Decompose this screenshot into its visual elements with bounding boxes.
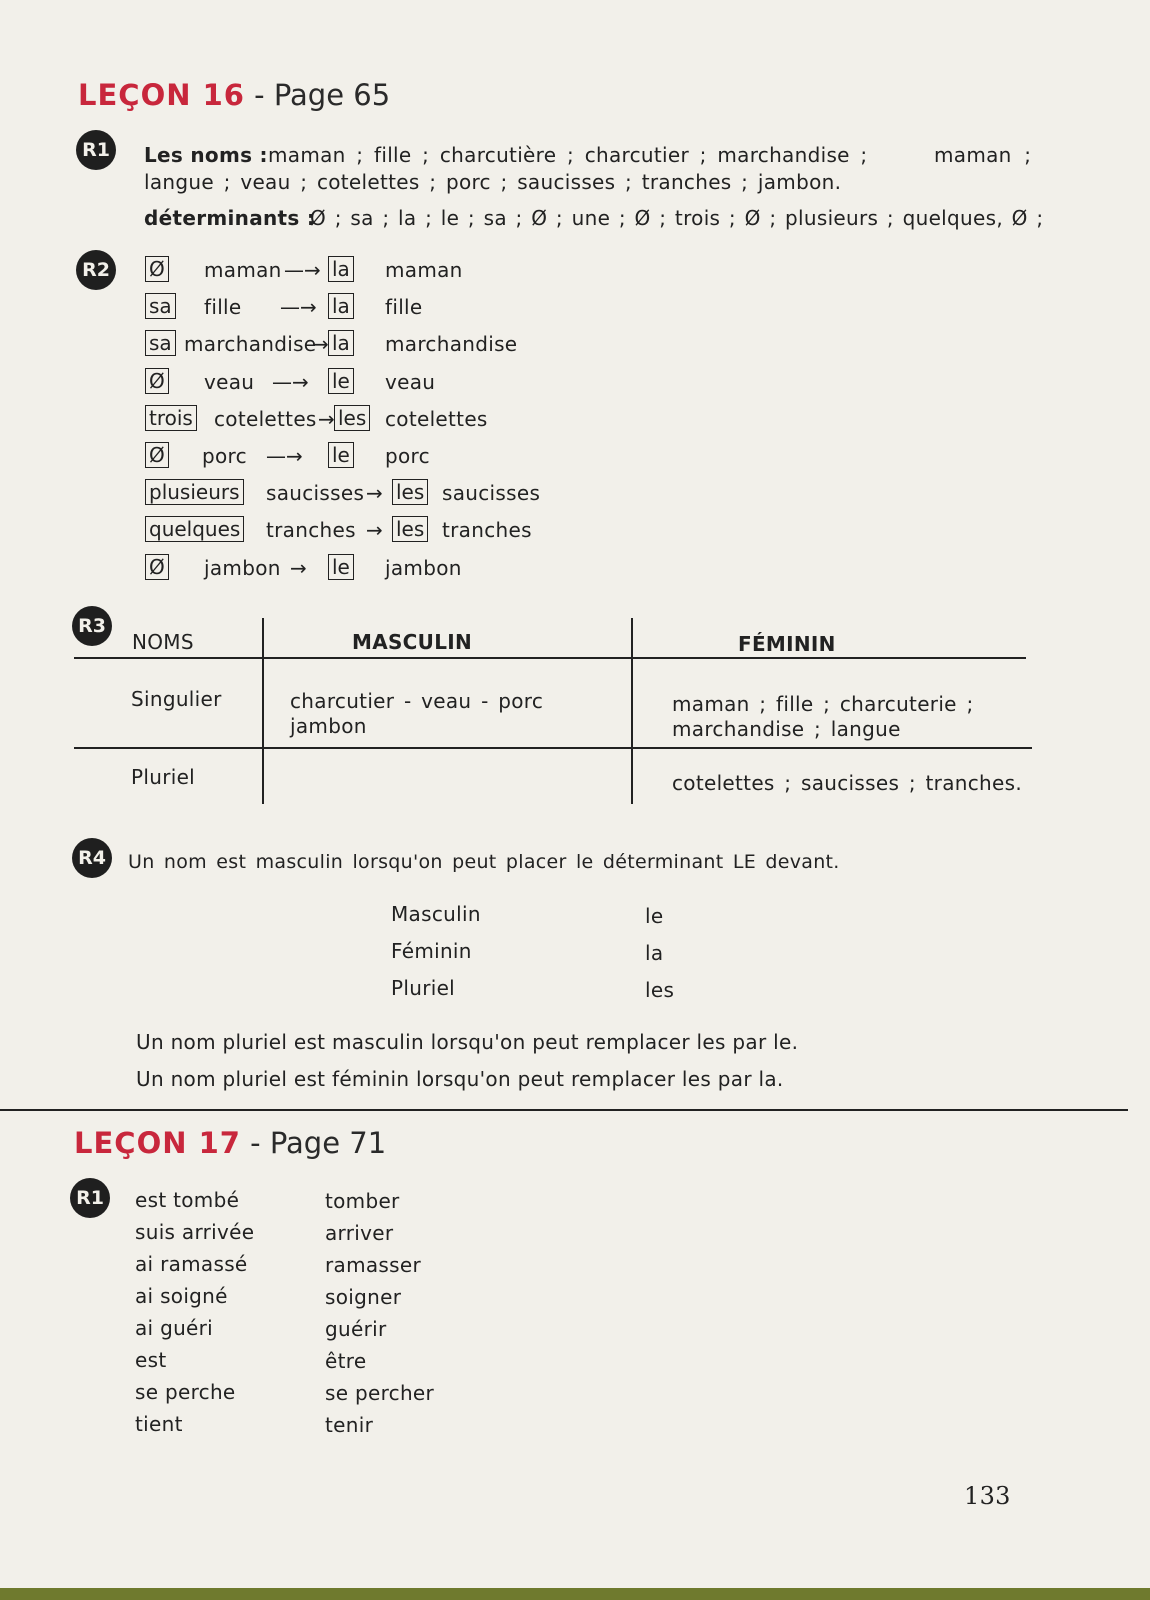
- nouns-line-2: langue ; veau ; cotelettes ; porc ; saucisses ; tranches ; jambon.: [144, 170, 842, 194]
- r4-rule-2: Un nom pluriel est féminin lorsqu'on peut remplacer les par la.: [136, 1067, 784, 1091]
- arrow-icon: —→: [280, 295, 317, 320]
- target-noun: maman: [385, 258, 463, 282]
- table-col-divider-1: [262, 618, 264, 804]
- arrow-icon: →: [366, 481, 383, 506]
- verb-infinitive: soigner: [325, 1285, 402, 1309]
- arrow-icon: —→: [266, 444, 303, 468]
- article-label: les: [645, 978, 675, 1002]
- row-label-singulier: Singulier: [131, 687, 222, 711]
- source-determinant-box: trois: [145, 405, 197, 431]
- target-noun: saucisses: [442, 481, 541, 506]
- verb-form: est: [135, 1348, 167, 1372]
- verb-infinitive: arriver: [325, 1221, 394, 1245]
- target-determinant-box: les: [392, 516, 428, 542]
- verb-infinitive: guérir: [325, 1317, 387, 1341]
- cell-fem-singulier-2: marchandise ; langue: [672, 717, 901, 741]
- source-noun: porc: [202, 444, 247, 468]
- source-determinant-box: quelques: [145, 516, 244, 542]
- verb-form: est tombé: [135, 1188, 240, 1212]
- table-col-divider-2: [631, 618, 633, 804]
- target-noun: fille: [385, 295, 423, 320]
- gender-label: Pluriel: [391, 976, 456, 1000]
- nouns-line-1: maman ; fille ; charcutière ; charcutier ; marchandise ;: [268, 143, 868, 167]
- lesson-17-title: LEÇON 17: [74, 1126, 241, 1160]
- target-noun: marchandise: [385, 332, 518, 357]
- arrow-icon: →: [318, 406, 335, 431]
- gender-label: Féminin: [391, 939, 472, 963]
- lesson-16-title: LEÇON 16: [78, 78, 245, 112]
- source-noun: tranches: [266, 518, 356, 543]
- r4-rule-1: Un nom pluriel est masculin lorsqu'on peut remplacer les par le.: [136, 1030, 799, 1054]
- verb-infinitive: tenir: [325, 1413, 374, 1437]
- arrow-icon: →: [366, 518, 383, 543]
- source-noun: marchandise: [184, 332, 317, 357]
- header-masculin: MASCULIN: [352, 630, 473, 654]
- target-determinant-box: le: [328, 368, 354, 394]
- r3-badge: R3: [72, 606, 112, 646]
- r1-badge: R1: [76, 130, 116, 170]
- lesson-16-heading: [78, 78, 390, 112]
- nouns-label: Les noms :: [144, 143, 268, 167]
- target-noun: porc: [385, 444, 430, 468]
- verb-infinitive: être: [325, 1349, 367, 1373]
- verb-form: ai soigné: [135, 1284, 228, 1308]
- target-determinant-box: la: [328, 293, 354, 319]
- lesson-17-page: - Page 71: [240, 1126, 387, 1160]
- cell-fem-pluriel: cotelettes ; saucisses ; tranches.: [672, 771, 1022, 795]
- target-determinant-box: le: [328, 554, 354, 580]
- table-header-rule: [74, 657, 1026, 659]
- cell-masc-singulier-1: charcutier - veau - porc: [290, 689, 544, 713]
- r4-badge: R4: [72, 838, 112, 878]
- target-noun: cotelettes: [385, 406, 488, 431]
- row-label-pluriel: Pluriel: [131, 765, 196, 789]
- lesson-16-page: - Page 65: [244, 78, 391, 112]
- source-determinant-box: Ø: [145, 368, 169, 394]
- lesson-17-heading: [74, 1126, 386, 1160]
- verb-infinitive: se percher: [325, 1381, 435, 1405]
- page-bottom-edge: [0, 1588, 1150, 1600]
- source-noun: saucisses: [266, 481, 365, 506]
- source-noun: fille: [204, 295, 242, 320]
- arrow-icon: →: [312, 332, 329, 357]
- article-label: la: [645, 941, 664, 965]
- verb-form: tient: [135, 1412, 183, 1436]
- r4-intro: Un nom est masculin lorsqu'on peut placer le déterminant LE devant.: [128, 851, 840, 873]
- source-determinant-box: Ø: [145, 442, 169, 468]
- arrow-icon: —→: [284, 258, 321, 282]
- verb-form: se perche: [135, 1380, 236, 1404]
- target-determinant-box: la: [328, 256, 354, 282]
- cell-masc-singulier-2: jambon: [290, 714, 367, 738]
- lesson-separator: [0, 1109, 1128, 1111]
- nouns-line-1-end: maman ;: [934, 143, 1032, 167]
- article-label: le: [645, 904, 664, 928]
- determinants-values: Ø ; sa ; la ; le ; sa ; Ø ; une ; Ø ; trois ; Ø ; plusieurs ; quelques, Ø ;: [310, 206, 1044, 230]
- source-noun: maman: [204, 258, 282, 282]
- table-row-rule: [74, 747, 1032, 749]
- target-determinant-box: la: [328, 330, 354, 356]
- arrow-icon: →: [290, 555, 307, 580]
- cell-fem-singulier-1: maman ; fille ; charcuterie ;: [672, 692, 974, 716]
- source-noun: jambon: [204, 555, 281, 580]
- target-noun: veau: [385, 369, 436, 394]
- source-determinant-box: Ø: [145, 256, 169, 282]
- source-determinant-box: sa: [145, 293, 176, 319]
- target-determinant-box: les: [334, 405, 370, 431]
- target-noun: tranches: [442, 518, 532, 543]
- verb-infinitive: ramasser: [325, 1253, 421, 1277]
- source-noun: veau: [204, 369, 255, 394]
- target-determinant-box: le: [328, 442, 354, 468]
- determinants-label: déterminants :: [144, 206, 316, 230]
- verb-form: ai guéri: [135, 1316, 214, 1340]
- verb-infinitive: tomber: [325, 1189, 400, 1213]
- source-determinant-box: Ø: [145, 554, 169, 580]
- l17-r1-badge: R1: [70, 1178, 110, 1218]
- verb-form: ai ramassé: [135, 1252, 248, 1276]
- r2-badge: R2: [76, 250, 116, 290]
- target-determinant-box: les: [392, 479, 428, 505]
- arrow-icon: —→: [272, 369, 309, 394]
- verb-form: suis arrivée: [135, 1220, 255, 1244]
- source-determinant-box: sa: [145, 330, 176, 356]
- gender-label: Masculin: [391, 902, 481, 926]
- source-determinant-box: plusieurs: [145, 479, 244, 505]
- header-feminin: FÉMININ: [738, 632, 836, 656]
- source-noun: cotelettes: [214, 406, 317, 431]
- page-number: 133: [964, 1482, 1011, 1510]
- target-noun: jambon: [385, 555, 462, 580]
- header-noms: NOMS: [132, 630, 194, 654]
